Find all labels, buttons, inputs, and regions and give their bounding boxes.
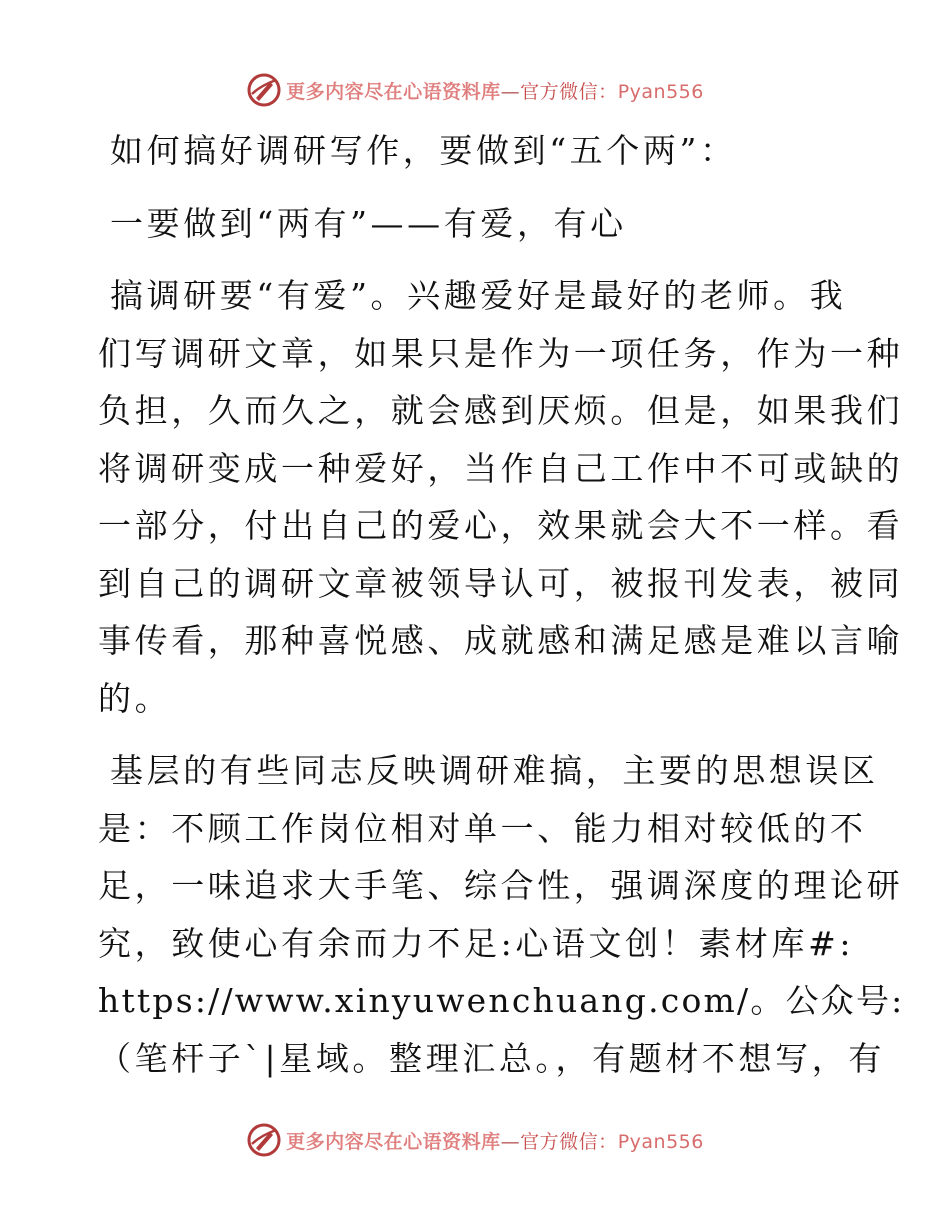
section-heading: 一要做到“两有”——有爱，有心 — [110, 203, 627, 243]
banner-main-text: 更多内容尽在心语资料库 — [286, 80, 501, 103]
text-line: 是：不顾工作岗位相对单一、能力相对较低的不 — [98, 808, 867, 848]
text-line: 基层的有些同志反映调研难搞，主要的思想误区 — [110, 751, 879, 790]
text-line: 足，一味追求大手笔、综合性，强调深度的理论研 — [98, 866, 904, 905]
banner-wechat-id: Pyan556 — [617, 1130, 704, 1153]
banner-dash: — — [500, 80, 521, 103]
text-line: 一部分，付出自己的爱心，效果就会大不一样。看 — [98, 506, 904, 545]
banner-wechat-label: 官方微信： — [520, 1130, 618, 1153]
pen-logo-icon — [246, 1122, 282, 1158]
text-line: 究，致使心有余而力不足:心语文创！素材库#: — [98, 923, 855, 963]
text-line: 搞调研要“有爱”。兴趣爱好是最好的老师。我 — [110, 276, 847, 315]
banner-wechat-id: Pyan556 — [617, 80, 704, 103]
text-line: （笔杆子`|星域。整理汇总。，有题材不想写，有 — [98, 1038, 885, 1078]
text-line: 将调研变成一种爱好，当作自己工作中不可或缺的 — [98, 448, 904, 488]
text-line: https://www.xinyuwenchuang.com/。公众号: — [98, 981, 905, 1020]
banner-dash: — — [500, 1130, 521, 1153]
text-line: 负担，久而久之，就会感到厌烦。但是，如果我们 — [98, 391, 904, 430]
banner-main-text: 更多内容尽在心语资料库 — [286, 1130, 501, 1153]
document-title: 如何搞好调研写作，要做到“五个两”： — [110, 131, 737, 170]
text-line: 事传看，那种喜悦感、成就感和满足感是难以言喻 — [98, 621, 904, 660]
footer-banner — [0, 1120, 950, 1160]
paragraph-1 — [98, 267, 904, 727]
text-line: 的。 — [98, 678, 172, 718]
header-banner — [0, 70, 950, 110]
document-body — [98, 122, 905, 1087]
pen-logo-icon — [246, 72, 282, 108]
banner-wechat-label: 官方微信： — [520, 80, 618, 103]
text-line: 们写调研文章，如果只是作为一项任务，作为一种 — [98, 333, 904, 373]
text-line: 到自己的调研文章被领导认可，被报刊发表，被同 — [98, 563, 904, 603]
paragraph-2 — [98, 742, 905, 1087]
